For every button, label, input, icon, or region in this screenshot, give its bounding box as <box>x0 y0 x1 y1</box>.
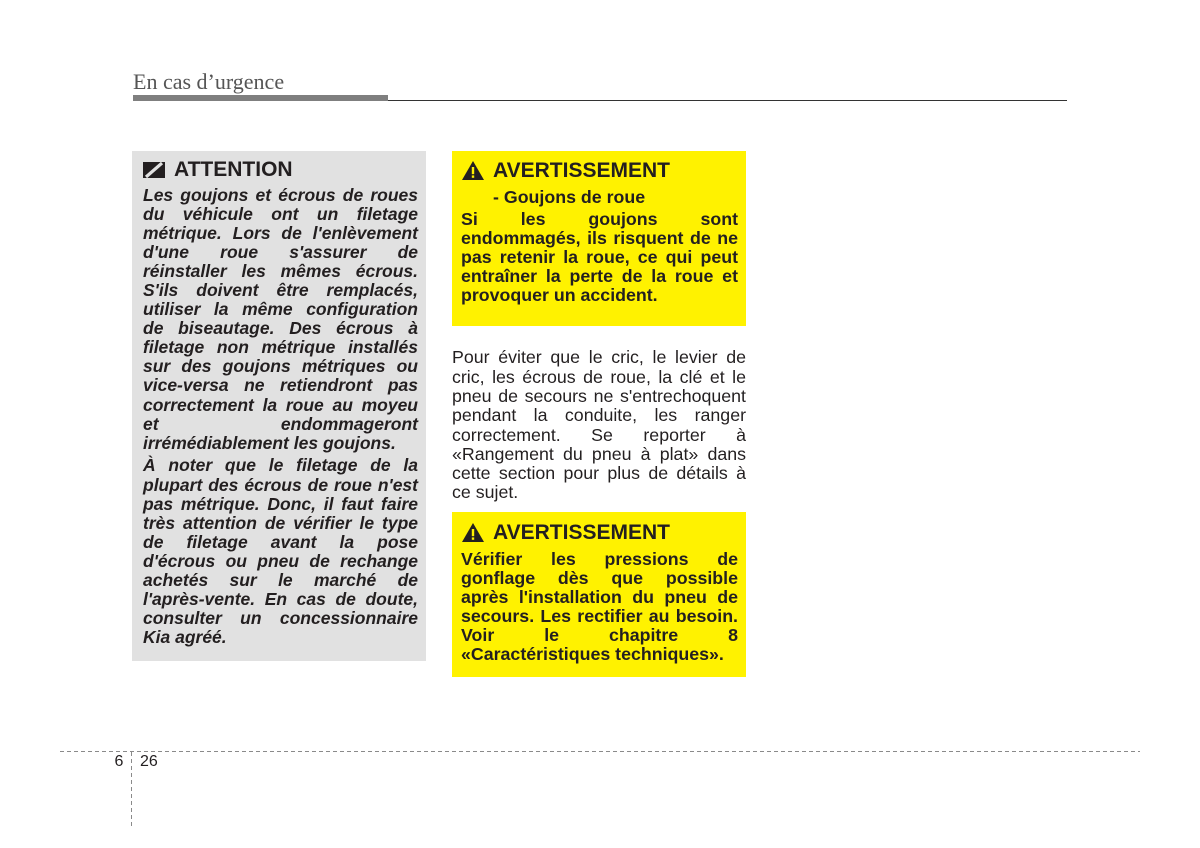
text-line: correctement. Se reporter à <box>452 424 746 445</box>
text-line: sur des goujons métriques ou <box>143 356 418 377</box>
text-line: cette section pour plus de détails à <box>452 463 746 484</box>
text-line: du véhicule ont un filetage <box>143 203 418 224</box>
text-line: À noter que le filetage de la <box>143 455 418 476</box>
section-title: En cas d’urgence <box>133 69 285 94</box>
text-line: secours. Les rectifier au besoin. <box>461 605 738 626</box>
text-line: consulter un concessionnaire <box>143 608 418 629</box>
text-line: gonflage dès que possible <box>461 567 738 588</box>
text-line: filetage non métrique installés <box>143 337 418 358</box>
text-line: Si les goujons sont <box>461 208 738 229</box>
text-line: pneu de secours ne s'entrechoquent <box>452 385 746 406</box>
header-accent-bar <box>133 95 388 101</box>
caution-icon <box>143 162 165 178</box>
text-line: réinstaller les mêmes écrous. <box>143 260 418 281</box>
warning-subtitle: - Goujons de roue <box>493 186 646 207</box>
text-line: correctement la roue au moyeu <box>143 394 418 415</box>
text-line: utiliser la même configuration <box>143 299 418 320</box>
text-line: de filetage avant la pose <box>143 531 418 552</box>
warning-body <box>461 550 738 664</box>
text-line: de biseautage. Des écrous à <box>143 318 418 339</box>
attention-body <box>143 186 418 648</box>
text-line: endommagés, ils risquent de ne <box>461 227 738 248</box>
header-rule <box>388 100 1067 102</box>
text-line: irrémédiablement les goujons. <box>143 432 396 453</box>
text-line: d'une roue s'assurer de <box>143 241 418 262</box>
text-line: métrique. Lors de l'enlèvement <box>143 222 418 243</box>
warning-title: AVERTISSEMENT <box>493 159 670 182</box>
text-line: «Caractéristiques techniques». <box>461 643 724 664</box>
chapter-number: 6 <box>114 753 124 770</box>
text-line: pendant la conduite, les ranger <box>452 405 746 426</box>
text-line: Les goujons et écrous de roues <box>143 184 418 205</box>
page-number: 26 <box>140 753 158 770</box>
text-line: très attention de vérifier le type <box>143 512 418 533</box>
warning-title: AVERTISSEMENT <box>493 521 670 544</box>
text-line: provoquer un accident. <box>461 284 658 305</box>
warning-body <box>461 210 738 305</box>
text-line: Voir le chapitre 8 <box>461 624 738 645</box>
text-line: pas métrique. Donc, il faut faire <box>143 493 418 514</box>
attention-paragraph <box>143 186 418 453</box>
text-line: plupart des écrous de roue n'est <box>143 474 418 495</box>
text-line: l'après-vente. En cas de doute, <box>143 589 418 610</box>
warning-box-wheel-studs <box>452 151 746 326</box>
text-line: pas retenir la roue, ce qui peut <box>461 246 738 267</box>
text-line: Pour éviter que le cric, le levier de <box>452 347 746 368</box>
warning-box-tire-pressure <box>452 512 746 677</box>
text-line: Kia agréé. <box>143 627 227 648</box>
text-line: ce sujet. <box>452 482 519 503</box>
attention-title: ATTENTION <box>174 158 293 181</box>
text-line: et endommageront <box>143 413 418 434</box>
text-line: Vérifier les pressions de <box>461 548 738 569</box>
text-line: après l'installation du pneu de <box>461 586 738 607</box>
attention-box <box>132 151 426 661</box>
text-line: vice-versa ne retiendront pas <box>143 375 418 396</box>
text-line: cric, les écrous de roue, la clé et le <box>452 366 746 387</box>
text-line: d'écrous ou pneu de rechange <box>143 550 418 571</box>
warning-triangle-icon <box>462 161 484 180</box>
warning-triangle-icon <box>462 523 484 542</box>
text-line: achetés sur le marché de <box>143 569 418 590</box>
text-line: S'ils doivent être remplacés, <box>143 279 418 300</box>
text-line: entraîner la perte de la roue et <box>461 265 738 286</box>
storage-note-paragraph <box>452 348 746 502</box>
attention-paragraph <box>143 456 418 647</box>
text-line: «Rangement du pneu à plat» dans <box>452 443 746 464</box>
